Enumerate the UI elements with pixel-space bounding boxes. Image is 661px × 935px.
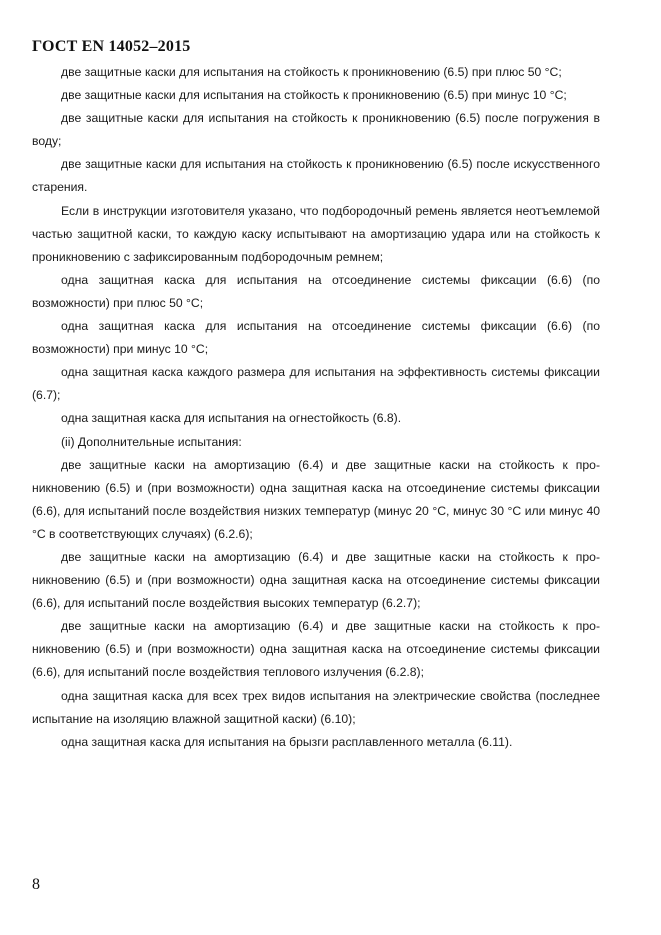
paragraph: две защитные каски на амортизацию (6.4) и две защитные каски на стойкость к проникновению (6.5) и (при возможности) одна защитная каска на отсоединение системы фиксации (6.6), для испытаний после воздействия теплового излучения (6.2.8); — [32, 619, 600, 680]
paragraph: две защитные каски для испытания на стойкость к проникновению (6.5) при минус 10 °С; — [61, 88, 567, 103]
paragraph: одна защитная каска для испытания на брызги расплавленного металла (6.11). — [61, 734, 513, 749]
paragraph: Если в инструкции изготовителя указано, что подбородочный ремень является неотъемлемой частью защитной каски, то каждую каску испытывают на амортизацию удара или на стойкость к проникновению с зафиксированным подбородочным ремнем; — [32, 203, 600, 264]
paragraph: две защитные каски для испытания на стойкость к проникновению (6.5) после погружения в воду; — [32, 111, 600, 149]
page-number: 8 — [32, 876, 40, 893]
paragraph: две защитные каски для испытания на стойкость к проникновению (6.5) при плюс 50 °С; — [61, 65, 562, 79]
paragraph: одна защитная каска для испытания на отсоединение системы фиксации (6.6) (по возможности) при минус 10 °С; — [32, 319, 600, 357]
paragraph: одна защитная каска для испытания на отсоединение системы фиксации (6.6) (по возможности) при плюс 50 °С; — [32, 272, 600, 310]
paragraph: одна защитная каска для всех трех видов испытания на электрические свойства (последнее испытание на изоляцию влажной защитной каски) (6.10); — [32, 688, 600, 726]
paragraph: одна защитная каска каждого размера для испытания на эффективность системы фиксации (6.7); — [32, 365, 600, 403]
paragraph: одна защитная каска для испытания на огнестойкость (6.8). — [61, 411, 402, 426]
paragraph: две защитные каски на амортизацию (6.4) и две защитные каски на стойкость к проникновению (6.5) и (при возможности) одна защитная каска на отсоединение системы фиксации (6.6), для испытаний после воздействия низких температур (минус 20 °С, минус 30 °С или минус 40 °С в соответствующих случаях) (6.2.6); — [32, 457, 600, 541]
paragraph: две защитные каски для испытания на стойкость к проникновению (6.5) после искусственного старения. — [32, 157, 600, 195]
paragraph: две защитные каски на амортизацию (6.4) и две защитные каски на стойкость к проникновению (6.5) и (при возможности) одна защитная каска на отсоединение системы фиксации (6.6), для испытаний после воздействия высоких температур (6.2.7); — [32, 549, 600, 611]
paragraph: (ii) Дополнительные испытания: — [61, 434, 242, 449]
document-body — [32, 61, 600, 754]
document-header: ГОСТ EN 14052–2015 — [32, 38, 191, 55]
